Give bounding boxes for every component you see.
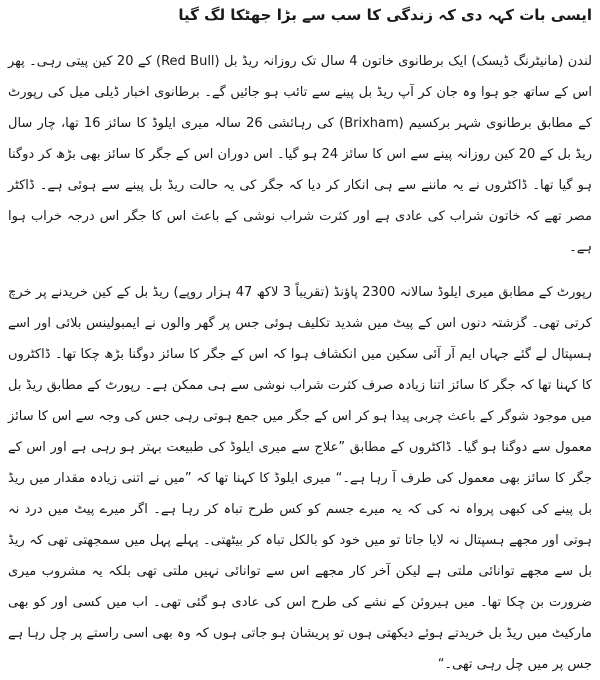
article-paragraph-2: رپورٹ کے مطابق میری ایلوڈ سالانہ 2300 پاؤنڈ (تقریباً 3 لاکھ 47 ہزار روپے) ریڈ بل کے کین خریدنے پر خرچ کرتی تھی۔ گزشتہ دنوں اس کے پیٹ میں شدید تکلیف ہوئی جس پر گھر والوں نے ایمبولینس بلائی اور اسے ہسپتال لے گئے جہاں ایم آر آئی سکین میں انکشاف ہوا کہ اس کے جگر کا سائز دوگنا بڑھ چکا تھا۔ ڈاکٹروں کا کہنا تھا کہ جگر کا سائز اتنا زیادہ صرف کثرت شراب نوشی سے ہی ممکن ہے۔ رپورٹ کے مطابق ریڈ بل میں موجود شوگر کے باعث چربی پیدا ہو کر اس کے جگر میں جمع ہوتی رہی جس کی وجہ سے اس کا سائز معمول سے دوگنا ہو گیا۔ ڈاکٹروں کے مطابق ”علاج سے میری ایلوڈ کی طبیعت بہتر ہو رہی ہے اور اس کے جگر کا سائز بھی معمول کی طرف آ رہا ہے۔“ میری ایلوڈ کا کہنا تھا کہ ”میں نے اتنی زیادہ مقدار میں ریڈ بل پینے کی کبھی پرواہ نہ کی کہ یہ میرے جسم کو کس طرح تباہ کر رہا ہے۔ اگر میرے پیٹ میں درد نہ ہوتی اور مجھے ہسپتال نہ لایا جاتا تو میں خود کو بالکل تباہ کر بیٹھتی۔ پہلے پہل میں سمجھتی تھی کہ ریڈ بل سے مجھے توانائی ملتی ہے لیکن آخر کار مجھے اس سے توانائی نہیں ملتی تھی بلکہ یہ مشروب میری ضرورت بن چکا تھا۔ میں ہیروئن کے نشے کی طرح اس کی عادی ہو گئی تھی۔ اب میں کسی اور کو بھی مارکیٹ میں ریڈ بل خریدتے ہوئے دیکھتی ہوں تو پریشان ہو جاتی ہوں کہ وہ بھی اسی راستے پر چل رہا ہے جس پر میں چل رہی تھی۔“ bbox=[8, 285, 592, 672]
article-headline: ایسی بات کہہ دی کہ زندگی کا سب سے بڑا جھٹکا لگ گیا bbox=[178, 6, 592, 24]
article-paragraph-1: لندن (مانیٹرنگ ڈیسک) ایک برطانوی خاتون 4 سال تک روزانہ ریڈ بل (Red Bull) کے 20 کین پیتی رہی۔ پھر اس کے ساتھ جو ہوا وہ جان کر آپ ریڈ بل پینے سے تائب ہو جائیں گے۔ برطانوی اخبار ڈیلی میل کی رپورٹ کے مطابق برطانوی شہر برکسیم (Brixham) کی رہائشی 26 سالہ میری ایلوڈ کا سائز 16 تھا، چار سال ریڈ بل کے 20 کین روزانہ پینے سے اس کا سائز 24 ہو گیا۔ اس دوران اس کے جگر کا سائز بھی بڑھ کر دوگنا ہو گیا تھا۔ ڈاکٹروں نے یہ ماننے سے ہی انکار کر دیا کہ جگر کی یہ حالت ریڈ بل پینے سے ہوئی ہے۔ ڈاکٹر مصر تھے کہ خاتون شراب کی عادی ہے اور کثرت شراب نوشی کے باعث اس کا جگر اس درجہ خراب ہوا ہے۔ bbox=[8, 54, 592, 255]
